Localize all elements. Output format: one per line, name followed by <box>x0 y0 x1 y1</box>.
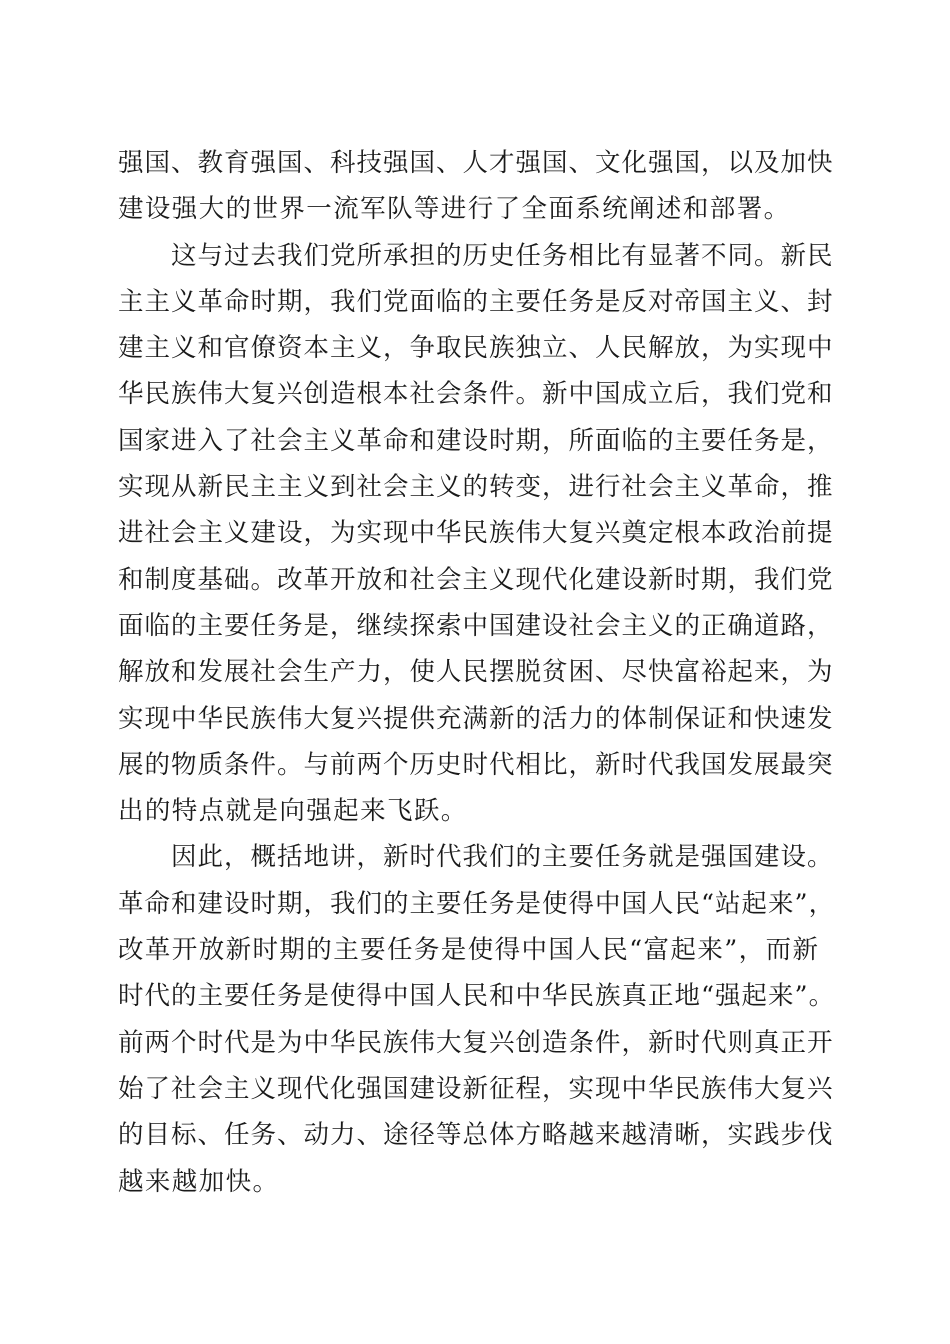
text-line: 展的物质条件。与前两个历史时代相比，新时代我国发展最突 <box>118 749 834 780</box>
text-line: 的目标、任务、动力、途径等总体方略越来越清晰，实践步伐 <box>118 1120 834 1151</box>
body-text <box>118 140 838 1205</box>
text-line: 面临的主要任务是，继续探索中国建设社会主义的正确道路， <box>118 610 834 641</box>
text-line: 建主义和官僚资本主义，争取民族独立、人民解放，为实现中 <box>118 333 834 364</box>
text-line: 革命和建设时期，我们的主要任务是使得中国人民“站起来”， <box>118 888 836 919</box>
text-line: 改革开放新时期的主要任务是使得中国人民“富起来”，而新 <box>118 935 820 966</box>
text-line: 越来越加快。 <box>118 1166 280 1197</box>
text-line: 强国、教育强国、科技强国、人才强国、文化强国，以及加快 <box>118 148 834 178</box>
text-line: 始了社会主义现代化强国建设新征程，实现中华民族伟大复兴 <box>118 1073 834 1104</box>
text-line: 国家进入了社会主义革命和建设时期，所面临的主要任务是， <box>118 425 834 456</box>
text-line: 解放和发展社会生产力，使人民摆脱贫困、尽快富裕起来，为 <box>118 657 834 688</box>
text-line: 进社会主义建设，为实现中华民族伟大复兴奠定根本政治前提 <box>118 518 834 549</box>
text-line: 时代的主要任务是使得中国人民和中华民族真正地“强起来”。 <box>118 981 836 1012</box>
text-line: 出的特点就是向强起来飞跃。 <box>118 796 468 827</box>
text-line: 建设强大的世界一流军队等进行了全面系统阐述和部署。 <box>118 194 791 225</box>
text-line: 前两个时代是为中华民族伟大复兴创造条件，新时代则真正开 <box>118 1027 834 1058</box>
text-line: 和制度基础。改革开放和社会主义现代化建设新时期，我们党 <box>118 564 834 595</box>
text-line: 实现中华民族伟大复兴提供充满新的活力的体制保证和快速发 <box>118 703 834 734</box>
text-line: 华民族伟大复兴创造根本社会条件。新中国成立后，我们党和 <box>118 379 834 410</box>
text-line: 主主义革命时期，我们党面临的主要任务是反对帝国主义、封 <box>118 286 834 317</box>
text-line: 实现从新民主主义到社会主义的转变，进行社会主义革命，推 <box>118 472 834 503</box>
text-line: 因此，概括地讲，新时代我们的主要任务就是强国建设。 <box>171 842 834 873</box>
text-line: 这与过去我们党所承担的历史任务相比有显著不同。新民 <box>171 240 834 271</box>
